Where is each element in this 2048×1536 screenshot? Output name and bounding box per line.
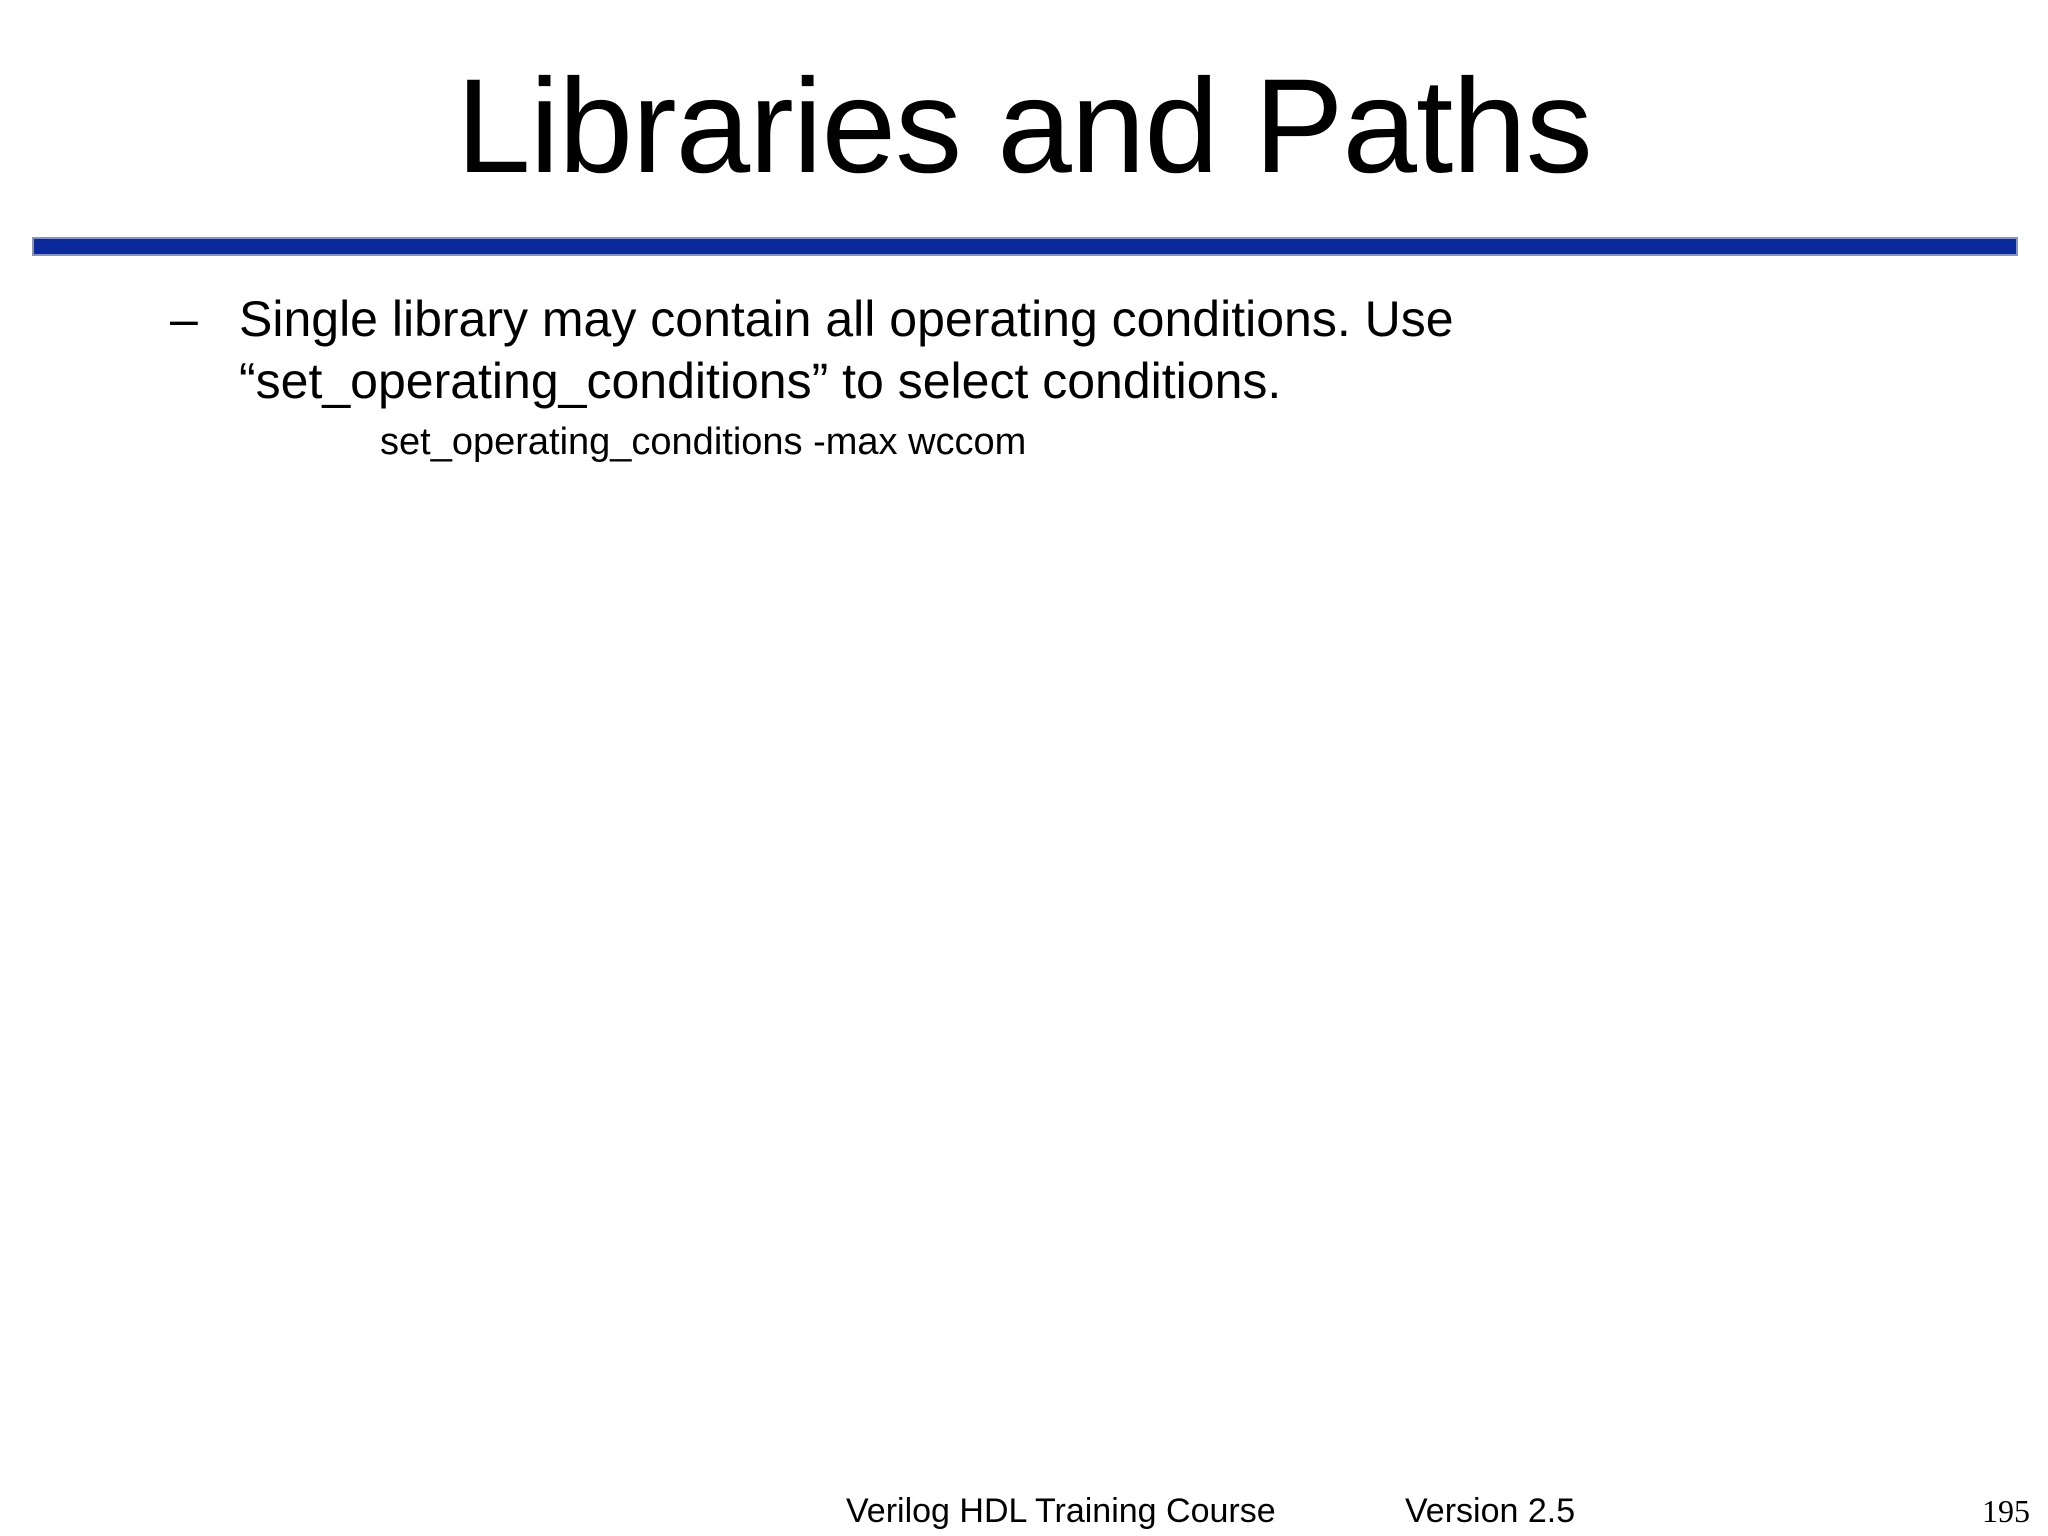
slide-title: Libraries and Paths [456, 52, 1592, 201]
bullet-marker: – [170, 291, 198, 347]
page-number: 195 [1982, 1493, 2030, 1529]
title-divider [34, 239, 2016, 254]
bullet-text: Single library may contain all operating conditions. Use “set_operating_conditions” to select conditions. [239, 291, 1454, 409]
command-example: set_operating_conditions -max wccom [380, 421, 1027, 463]
footer-course-title: Verilog HDL Training Course [846, 1492, 1276, 1530]
footer-version: Version 2.5 [1405, 1492, 1576, 1530]
